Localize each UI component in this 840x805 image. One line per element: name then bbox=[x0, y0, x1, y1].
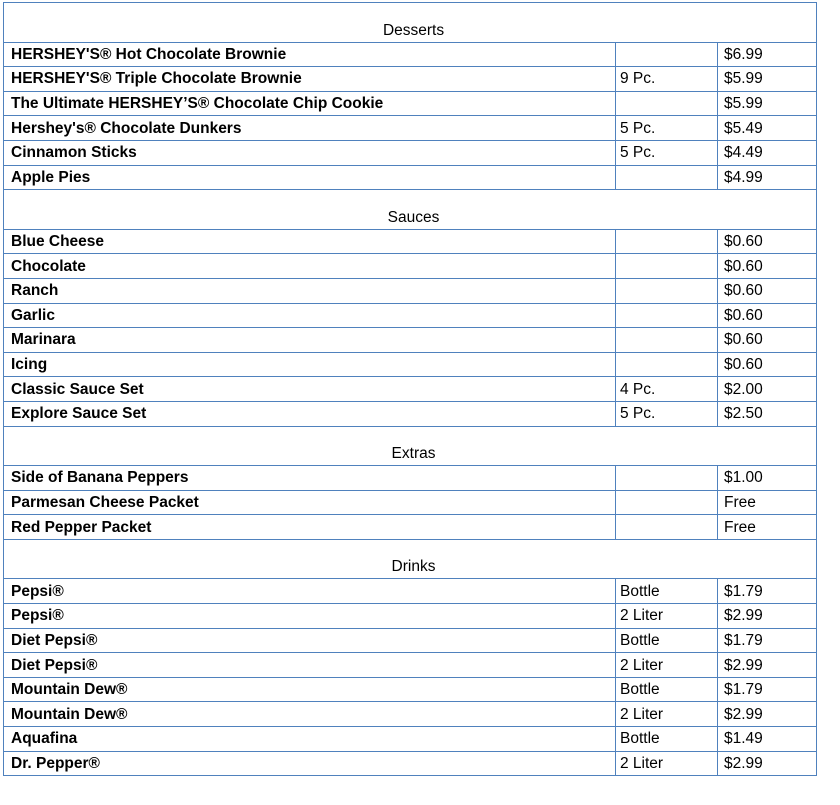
item-quantity: Bottle bbox=[616, 727, 718, 752]
item-quantity: 5 Pc. bbox=[616, 116, 718, 141]
item-price: $2.99 bbox=[718, 751, 817, 776]
item-quantity: 2 Liter bbox=[616, 653, 718, 678]
menu-table-body bbox=[4, 3, 817, 776]
menu-item-row bbox=[4, 653, 817, 678]
section-title: Extras bbox=[4, 442, 817, 466]
item-quantity bbox=[616, 254, 718, 279]
item-quantity: 4 Pc. bbox=[616, 377, 718, 402]
menu-item-row bbox=[4, 702, 817, 727]
item-price: $4.99 bbox=[718, 165, 817, 190]
item-quantity bbox=[616, 466, 718, 491]
item-name: Chocolate bbox=[4, 254, 616, 279]
menu-item-row bbox=[4, 67, 817, 92]
item-price: $1.79 bbox=[718, 677, 817, 702]
section-header-sauces bbox=[4, 206, 817, 230]
item-price: $2.99 bbox=[718, 702, 817, 727]
section-header-extras bbox=[4, 442, 817, 466]
menu-item-row bbox=[4, 254, 817, 279]
item-quantity: 5 Pc. bbox=[616, 401, 718, 426]
menu-item-row bbox=[4, 401, 817, 426]
menu-item-row bbox=[4, 515, 817, 540]
item-name: Apple Pies bbox=[4, 165, 616, 190]
section-title: Sauces bbox=[4, 206, 817, 230]
item-price: $0.60 bbox=[718, 254, 817, 279]
item-name: Marinara bbox=[4, 328, 616, 353]
item-name: HERSHEY'S® Hot Chocolate Brownie bbox=[4, 42, 616, 67]
item-name: Ranch bbox=[4, 278, 616, 303]
item-quantity bbox=[616, 490, 718, 515]
section-title: Drinks bbox=[4, 555, 817, 579]
item-price: $0.60 bbox=[718, 278, 817, 303]
item-quantity bbox=[616, 91, 718, 116]
item-quantity: 2 Liter bbox=[616, 604, 718, 629]
item-price: $1.49 bbox=[718, 727, 817, 752]
menu-item-row bbox=[4, 42, 817, 67]
menu-item-row bbox=[4, 677, 817, 702]
item-price: $4.49 bbox=[718, 140, 817, 165]
item-price: Free bbox=[718, 515, 817, 540]
menu-item-row bbox=[4, 352, 817, 377]
section-header-drinks bbox=[4, 555, 817, 579]
item-quantity bbox=[616, 328, 718, 353]
item-price: $6.99 bbox=[718, 42, 817, 67]
item-name: Hershey's® Chocolate Dunkers bbox=[4, 116, 616, 141]
section-spacer bbox=[4, 426, 817, 442]
item-price: $2.99 bbox=[718, 653, 817, 678]
item-price: $2.50 bbox=[718, 401, 817, 426]
item-quantity bbox=[616, 515, 718, 540]
menu-item-row bbox=[4, 303, 817, 328]
item-name: Diet Pepsi® bbox=[4, 628, 616, 653]
section-title: Desserts bbox=[4, 19, 817, 43]
menu-item-row bbox=[4, 727, 817, 752]
menu-item-row bbox=[4, 116, 817, 141]
item-name: Pepsi® bbox=[4, 579, 616, 604]
item-quantity bbox=[616, 42, 718, 67]
menu-item-row bbox=[4, 604, 817, 629]
menu-item-row bbox=[4, 579, 817, 604]
menu-item-row bbox=[4, 328, 817, 353]
item-price: $0.60 bbox=[718, 229, 817, 254]
item-name: Aquafina bbox=[4, 727, 616, 752]
section-header-desserts bbox=[4, 19, 817, 43]
item-quantity: Bottle bbox=[616, 628, 718, 653]
item-quantity: 9 Pc. bbox=[616, 67, 718, 92]
item-quantity: Bottle bbox=[616, 677, 718, 702]
menu-item-row bbox=[4, 229, 817, 254]
section-spacer-cell bbox=[4, 3, 817, 19]
item-name: Garlic bbox=[4, 303, 616, 328]
item-quantity: 2 Liter bbox=[616, 751, 718, 776]
item-name: The Ultimate HERSHEY’S® Chocolate Chip Cookie bbox=[4, 91, 616, 116]
menu-item-row bbox=[4, 91, 817, 116]
item-price: $2.99 bbox=[718, 604, 817, 629]
section-spacer bbox=[4, 539, 817, 555]
item-quantity: Bottle bbox=[616, 579, 718, 604]
item-price: $2.00 bbox=[718, 377, 817, 402]
menu-item-row bbox=[4, 751, 817, 776]
item-quantity: 5 Pc. bbox=[616, 140, 718, 165]
menu-item-row bbox=[4, 165, 817, 190]
item-name: HERSHEY'S® Triple Chocolate Brownie bbox=[4, 67, 616, 92]
item-price: $0.60 bbox=[718, 352, 817, 377]
item-price: $0.60 bbox=[718, 303, 817, 328]
item-name: Pepsi® bbox=[4, 604, 616, 629]
item-name: Cinnamon Sticks bbox=[4, 140, 616, 165]
item-price: $5.49 bbox=[718, 116, 817, 141]
item-name: Parmesan Cheese Packet bbox=[4, 490, 616, 515]
item-name: Diet Pepsi® bbox=[4, 653, 616, 678]
menu-item-row bbox=[4, 490, 817, 515]
menu-item-row bbox=[4, 377, 817, 402]
item-price: $5.99 bbox=[718, 67, 817, 92]
section-spacer-cell bbox=[4, 190, 817, 206]
item-price: Free bbox=[718, 490, 817, 515]
menu-item-row bbox=[4, 466, 817, 491]
menu-item-row bbox=[4, 628, 817, 653]
item-name: Explore Sauce Set bbox=[4, 401, 616, 426]
menu-item-row bbox=[4, 278, 817, 303]
item-quantity bbox=[616, 278, 718, 303]
item-quantity bbox=[616, 352, 718, 377]
item-quantity bbox=[616, 165, 718, 190]
item-price: $1.79 bbox=[718, 628, 817, 653]
item-price: $5.99 bbox=[718, 91, 817, 116]
item-name: Dr. Pepper® bbox=[4, 751, 616, 776]
item-name: Blue Cheese bbox=[4, 229, 616, 254]
menu-item-row bbox=[4, 140, 817, 165]
item-price: $0.60 bbox=[718, 328, 817, 353]
item-name: Classic Sauce Set bbox=[4, 377, 616, 402]
item-quantity: 2 Liter bbox=[616, 702, 718, 727]
item-quantity bbox=[616, 229, 718, 254]
section-spacer bbox=[4, 3, 817, 19]
section-spacer-cell bbox=[4, 426, 817, 442]
item-price: $1.00 bbox=[718, 466, 817, 491]
item-name: Mountain Dew® bbox=[4, 702, 616, 727]
item-quantity bbox=[616, 303, 718, 328]
menu-table bbox=[3, 2, 817, 776]
section-spacer-cell bbox=[4, 539, 817, 555]
item-price: $1.79 bbox=[718, 579, 817, 604]
item-name: Red Pepper Packet bbox=[4, 515, 616, 540]
section-spacer bbox=[4, 190, 817, 206]
item-name: Side of Banana Peppers bbox=[4, 466, 616, 491]
item-name: Mountain Dew® bbox=[4, 677, 616, 702]
item-name: Icing bbox=[4, 352, 616, 377]
